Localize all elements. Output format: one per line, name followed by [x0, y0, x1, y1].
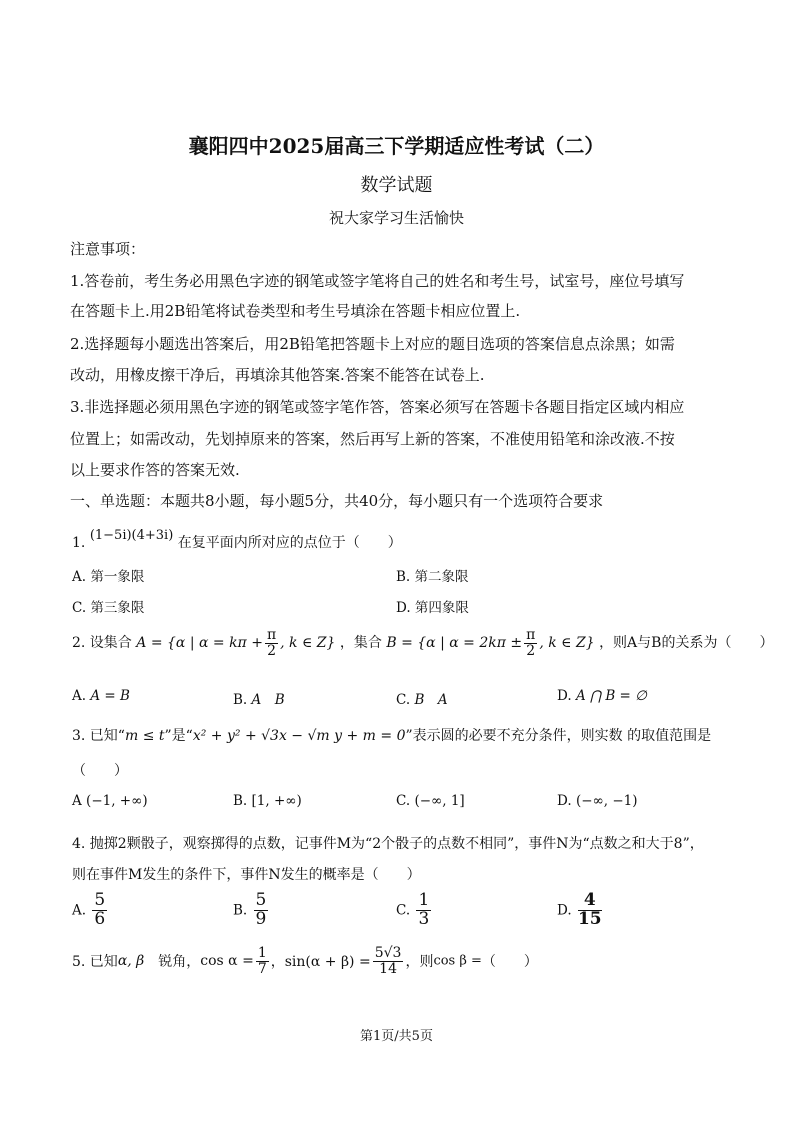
question-text: ”表示圆的必要不充分条件，则实数 的取值范围是 [405, 728, 712, 744]
notes-line: 以上要求作答的答案无效. [70, 461, 240, 479]
exam-motto: 祝大家学习生活愉快 [328, 209, 464, 227]
set-b-tail: , k ∈ Z} [539, 635, 595, 652]
question-text: 5. 已知 [72, 954, 118, 971]
question-text: 锐角， [144, 954, 201, 971]
question-text: 2. 设集合 [72, 635, 132, 652]
condition: m ≤ t [124, 728, 165, 744]
fraction: $\frac{5√3}{14}$ [374, 945, 402, 977]
option-d: D. A ⋂ B = ∅ [557, 688, 647, 704]
target-expression: cos β = [433, 953, 482, 969]
option-b: B. 第二象限 [396, 569, 469, 585]
option-c: C. $\frac{1}{3}$ [396, 890, 430, 929]
question-text: ”是“ [164, 728, 193, 744]
question-5 [72, 946, 538, 976]
notes-line: 改动，用橡皮擦干净后，再填涂其他答案.答案不能答在试卷上. [70, 366, 485, 384]
question-text: 3. 已知“ [72, 728, 125, 744]
set-a-tail: , k ∈ Z} [280, 635, 336, 652]
page-footer: 第1页/共5页 [360, 1029, 433, 1044]
exam-title: 襄阳四中2025届高三下学期适应性考试（二） [188, 134, 605, 158]
notes-line: 位置上；如需改动，先划掉原来的答案，然后再写上新的答案，不准使用铅笔和涂改液.不按 [70, 430, 675, 448]
exam-subtitle: 数学试题 [360, 175, 433, 196]
fraction: $\frac{1}{7}$ [257, 945, 267, 977]
question-text: ，集合 [339, 635, 382, 652]
question-text: ，则A与B的关系为（ ） [599, 635, 774, 652]
option-b: B. A B [233, 692, 285, 708]
option-d: D. 第四象限 [396, 600, 469, 616]
option-a: A. A = B [72, 688, 130, 704]
fraction: $\frac{\pi}{2}$ [526, 627, 536, 659]
option-d: D. $\frac{4}{15}$ [557, 890, 602, 929]
notes-line: 2.选择题每小题选出答案后，用2B铅笔把答题卡上对应的题目选项的答案信息点涂黑；如需 [70, 335, 675, 353]
question-1 [72, 528, 402, 552]
option-d: D. (−∞, −1) [557, 793, 638, 809]
fraction: $\frac{\pi}{2}$ [266, 627, 277, 659]
question-number: 1. [72, 535, 86, 551]
question-3 [72, 725, 711, 745]
option-b: B. [1, +∞) [233, 793, 302, 809]
question-2 [72, 628, 773, 658]
notes-line: 3.非选择题必须用黑色字迹的钢笔或签字笔作答，答案必须写在答题卡各题目指定区域内相应 [70, 398, 685, 416]
option-c: C. 第三象限 [72, 600, 145, 616]
option-a: A. 第一象限 [72, 569, 145, 585]
notes-line: 在答题卡上.用2B铅笔将试卷类型和考生号填涂在答题卡相应位置上. [70, 302, 521, 320]
question-4-line-2: 则在事件M发生的条件下，事件N发生的概率是（ ） [72, 867, 421, 883]
option-c: C. (−∞, 1] [396, 793, 465, 809]
variables: α, β [117, 953, 145, 970]
cos-alpha: cos α = [200, 953, 254, 970]
option-c: C. B A [396, 692, 448, 708]
question-3-paren: （ ） [72, 763, 128, 779]
option-b: B. $\frac{5}{9}$ [233, 890, 267, 929]
question-4-line-1: 4. 抛掷2颗骰子，观察掷得的点数，记事件M为“2个骰子的点数不相同”，事件N为“点数之和大于8”， [72, 836, 704, 852]
set-a-def: A = {α | α = kπ + [136, 635, 263, 652]
section-heading: 一、单选题：本题共8小题，每小题5分，共40分，每小题只有一个选项符合要求 [70, 492, 604, 510]
complex-expression: (1−5i)(4+3i) [89, 528, 174, 543]
question-text: ，则 [405, 954, 434, 971]
question-text: 在复平面内所对应的点位于（ ） [177, 535, 402, 551]
set-b-def: B = {α | α = 2kπ ± [386, 635, 523, 652]
option-a: A (−1, +∞) [72, 793, 148, 809]
sin-sum: ，sin(α + β) = [270, 954, 371, 971]
option-a: A. $\frac{5}{6}$ [72, 890, 106, 929]
notes-line: 1.答卷前，考生务必用黑色字迹的钢笔或签字笔将自己的姓名和考生号，试室号，座位号填写 [70, 272, 685, 290]
notes-heading: 注意事项： [70, 240, 146, 258]
circle-equation: x² + y² + √3x − √m y + m = 0 [192, 728, 406, 744]
question-text: （ ） [481, 954, 538, 971]
